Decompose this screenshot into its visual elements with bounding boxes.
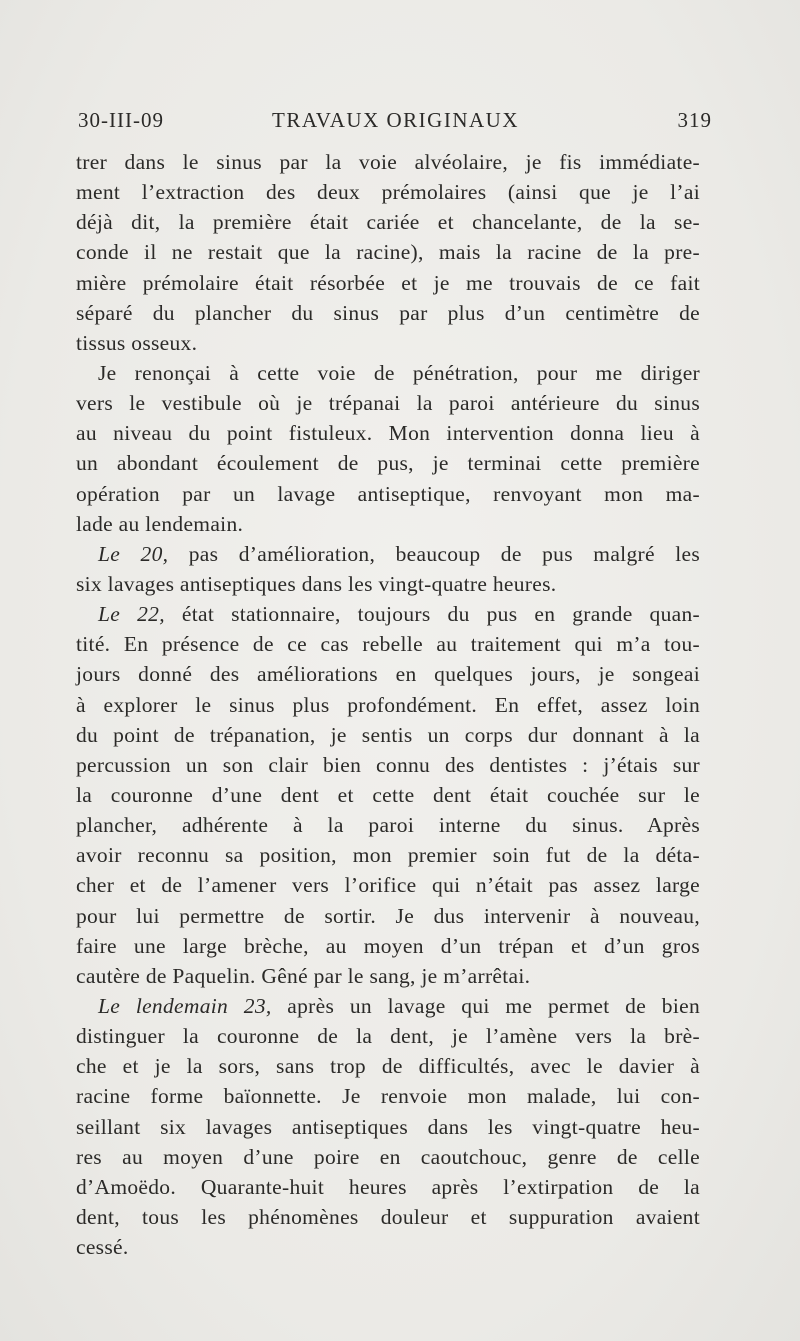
text-line xyxy=(76,961,700,991)
line-text: seillant six lavages antiseptiques dans les vingt-quatre heu- xyxy=(76,1114,700,1139)
text-line xyxy=(76,1112,700,1142)
text-line xyxy=(76,1232,700,1262)
line-text: plancher, adhérente à la paroi interne du sinus. Après xyxy=(76,813,700,838)
line-text: res au moyen d’une poire en caoutchouc, genre de celle xyxy=(76,1144,700,1169)
line-text: trer dans le sinus par la voie alvéolaire, je fis immédiate- xyxy=(76,150,700,174)
text-line xyxy=(76,177,700,207)
text-line xyxy=(76,509,700,539)
line-text: tité. En présence de ce cas rebelle au traitement qui m’a tou- xyxy=(76,632,700,657)
line-text: au niveau du point fistuleux. Mon intervention donna lieu à xyxy=(76,421,700,446)
line-text: déjà dit, la première était cariée et chancelante, de la se- xyxy=(76,210,700,235)
line-text: cautère de Paquelin. Gêné par le sang, je m’arrêtai. xyxy=(76,963,531,988)
body-text xyxy=(76,147,700,1262)
text-line xyxy=(76,870,700,900)
line-text: dent, tous les phénomènes douleur et suppuration avaient xyxy=(76,1204,700,1229)
text-line xyxy=(76,388,700,418)
line-text: cher et de l’amener vers l’orifice qui n’était pas assez large xyxy=(76,873,700,898)
text-line xyxy=(76,479,700,509)
line-text: Je renonçai à cette voie de pénétration, pour me diriger xyxy=(98,360,700,385)
date-label: Le 22, xyxy=(98,602,165,627)
line-text: six lavages antiseptiques dans les vingt-quatre heures. xyxy=(76,571,557,596)
text-line xyxy=(76,931,700,961)
line-text: un abondant écoulement de pus, je terminai cette première xyxy=(76,451,700,476)
text-line xyxy=(76,358,700,388)
line-text: opération par un lavage antiseptique, renvoyant mon ma- xyxy=(76,481,700,506)
text-line xyxy=(76,720,700,750)
line-text: séparé du plancher du sinus par plus d’un centimètre de xyxy=(76,300,700,325)
text-line xyxy=(76,1142,700,1172)
line-text: vers le vestibule où je trépanai la paroi antérieure du sinus xyxy=(76,391,700,416)
text-line xyxy=(76,237,700,267)
line-text: mière prémolaire était résorbée et je me trouvais de ce fait xyxy=(76,270,700,295)
date-label: Le 20, xyxy=(98,541,169,566)
text-line xyxy=(76,539,700,569)
line-text: du point de trépanation, je sentis un corps dur donnant à la xyxy=(76,722,700,747)
date-label: Le lendemain 23, xyxy=(98,993,272,1018)
line-text: distinguer la couronne de la dent, je l’amène vers la brè- xyxy=(76,1024,700,1049)
text-line xyxy=(76,840,700,870)
line-text: à explorer le sinus plus profondément. En effet, assez loin xyxy=(76,692,700,717)
text-line xyxy=(76,629,700,659)
line-text: pas d’amélioration, beaucoup de pus malgré les xyxy=(168,541,700,566)
line-text: d’Amoëdo. Quarante-huit heures après l’extirpation de la xyxy=(76,1174,700,1199)
line-text: cessé. xyxy=(76,1235,129,1260)
line-text: jours donné des améliorations en quelques jours, je songeai xyxy=(76,662,700,687)
text-line xyxy=(76,1202,700,1232)
line-text: pour lui permettre de sortir. Je dus intervenir à nouveau, xyxy=(76,903,700,928)
text-line xyxy=(76,1081,700,1111)
text-line xyxy=(76,901,700,931)
line-text: conde il ne restait que la racine), mais la racine de la pre- xyxy=(76,240,700,265)
text-line xyxy=(76,1172,700,1202)
line-text: racine forme baïonnette. Je renvoie mon malade, lui con- xyxy=(76,1084,700,1109)
line-text: percussion un son clair bien connu des dentistes : j’étais sur xyxy=(76,752,700,777)
header-section-title: TRAVAUX ORIGINAUX xyxy=(272,108,519,132)
line-text: après un lavage qui me permet de bien xyxy=(271,993,701,1018)
text-line xyxy=(76,207,700,237)
text-line xyxy=(76,780,700,810)
line-text: état stationnaire, toujours du pus en grande quan- xyxy=(164,602,700,627)
text-line xyxy=(76,569,700,599)
line-text: avoir reconnu sa position, mon premier soin fut de la déta- xyxy=(76,843,700,868)
text-line xyxy=(76,1021,700,1051)
line-text: tissus osseux. xyxy=(76,330,198,355)
text-line xyxy=(76,268,700,298)
line-text: lade au lendemain. xyxy=(76,511,244,536)
line-text: ment l’extraction des deux prémolaires (ainsi que je l’ai xyxy=(76,180,700,205)
text-line xyxy=(76,448,700,478)
running-header xyxy=(78,108,712,138)
header-date: 30-III-09 xyxy=(78,108,164,132)
text-line xyxy=(76,599,700,629)
text-line xyxy=(76,1051,700,1081)
text-line xyxy=(76,298,700,328)
text-line xyxy=(76,659,700,689)
text-line xyxy=(76,810,700,840)
text-line xyxy=(76,328,700,358)
line-text: faire une large brèche, au moyen d’un trépan et d’un gros xyxy=(76,933,700,958)
text-line xyxy=(76,418,700,448)
line-text: la couronne d’une dent et cette dent était couchée sur le xyxy=(76,782,700,807)
page-number: 319 xyxy=(677,108,712,132)
text-line xyxy=(76,690,700,720)
text-line xyxy=(76,750,700,780)
line-text: che et je la sors, sans trop de difficultés, avec le davier à xyxy=(76,1054,700,1079)
text-line xyxy=(76,991,700,1021)
text-line xyxy=(76,147,700,177)
